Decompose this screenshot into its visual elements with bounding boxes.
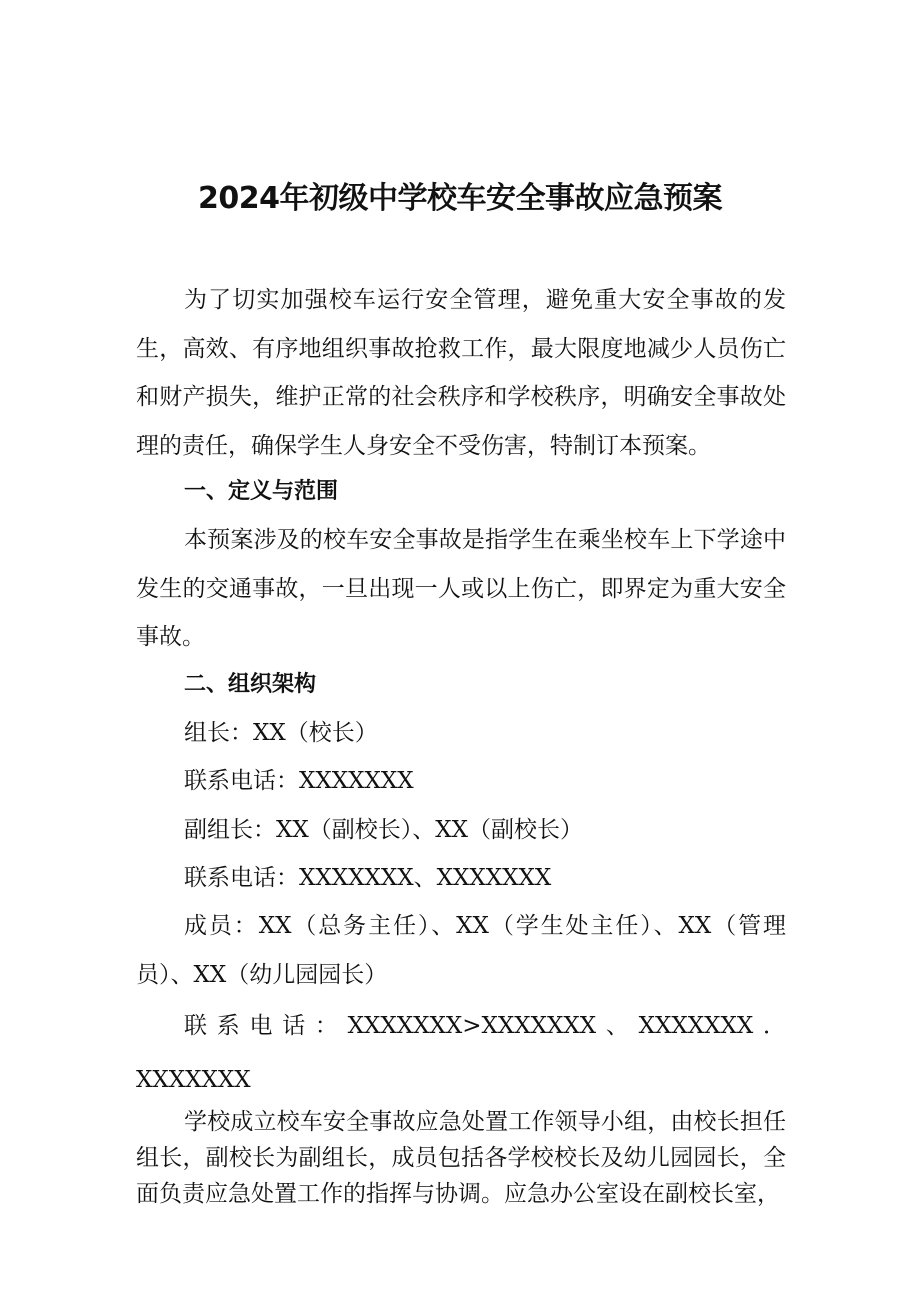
deputy-line: 副组长：XX（副校长）、XX（副校长） — [184, 817, 583, 843]
section-heading-organization: 二、组织架构 — [184, 672, 317, 697]
leader-line: 组长：XX（校长） — [184, 720, 378, 746]
definition-paragraph: 本预案涉及的校车安全事故是指学生在乘坐校车上下学途中发生的交通事故，一旦出现一人或以上伤亡，即界定为重大安全事故。 — [136, 527, 786, 650]
section-heading-definition: 一、定义与范围 — [184, 479, 339, 504]
members-paragraph: 成员：XX（总务主任）、XX（学生处主任）、XX（管理员）、XX（幼儿园园长） — [136, 913, 786, 988]
members-phone-paragraph: 联系电话：XXXXXXX>XXXXXXX、XXXXXXX．XXXXXXX — [136, 1013, 786, 1093]
deputy-phone-line: 联系电话：XXXXXXX、XXXXXXX — [184, 865, 552, 891]
organization-paragraph: 学校成立校车安全事故应急处置工作领导小组，由校长担任组长，副校长为副组长，成员包括各学校校长及幼儿园园长，全面负责应急处置工作的指挥与协调。应急办公室设在副校长室， — [136, 1109, 786, 1207]
intro-paragraph: 为了切实加强校车运行安全管理，避免重大安全事故的发生，高效、有序地组织事故抢救工作，最大限度地减少人员伤亡和财产损失，维护正常的社会秩序和学校秩序，明确安全事故处理的责任，确保学生人身安全不受伤害，特制订本预案。 — [136, 287, 786, 459]
leader-phone-line: 联系电话：XXXXXXX — [184, 768, 414, 794]
document-title: 2024年初级中学校车安全事故应急预案 — [198, 181, 722, 216]
